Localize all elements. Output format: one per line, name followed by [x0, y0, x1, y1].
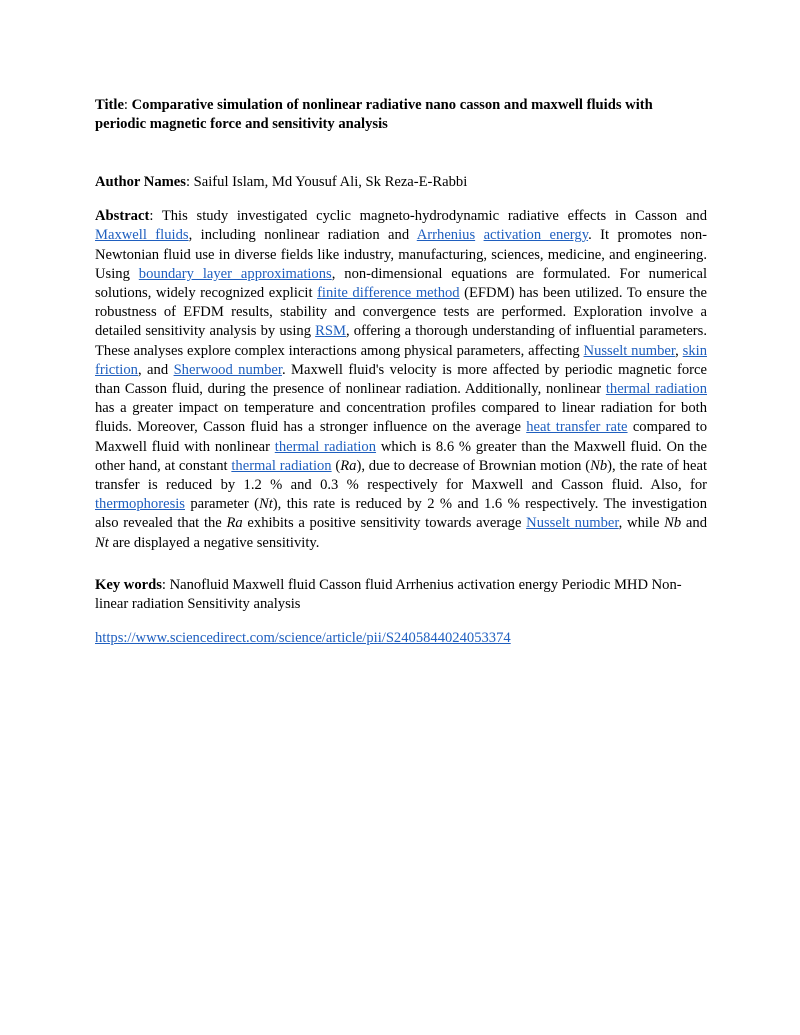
link-thermal-radiation-3[interactable]: thermal radiation: [231, 457, 332, 474]
link-thermophoresis[interactable]: thermophoresis: [95, 496, 185, 513]
authors-paragraph: Author Names: Saiful Islam, Md Yousuf Ali, Sk Reza-E-Rabbi: [95, 174, 468, 191]
link-maxwell-fluids[interactable]: Maxwell fluids: [95, 227, 189, 244]
link-nusselt-number[interactable]: Nusselt number: [583, 342, 676, 359]
article-url-link[interactable]: https://www.sciencedirect.com/science/article/pii/S2405844024053374: [95, 629, 511, 646]
link-nusselt-number-2[interactable]: Nusselt number: [526, 515, 619, 532]
paper-title: Comparative simulation of nonlinear radiative nano casson and maxwell fluids with periodic magnetic force and sensitivity analysis: [95, 97, 653, 133]
authors-label: Author Names: [95, 174, 186, 191]
abstract-paragraph: Abstract: This study investigated cyclic magneto-hydrodynamic radiative effects in Casson and Maxwell fluids, including nonlinear radiation and Arrhenius activation energy. It promotes non-Newtonian fluid use in diverse fields like industry, manufacturing, sciences, medicine, and engineering. Using boundary layer approximations, non-dimensional equations are formulated. For numerical solutions, widely recognized explicit finite difference method (EFDM) has been utilized. To ensure the robustness of EFDM results, stability and convergence tests are performed. Exploration involve a detailed sensitivity analysis by using RSM, offering a thorough understanding of influential parameters. These analyses explore complex interactions among physical parameters, affecting Nusselt number, skin friction, and Sherwood number. Maxwell fluid's velocity is more affected by periodic magnetic force than Casson fluid, during the presence of nonlinear radiation. Additionally, nonlinear thermal radiation has a greater impact on temperature and concentration profiles compared to linear radiation for both fluids. Moreover, Casson fluid has a stronger influence on the average heat transfer rate compared to Maxwell fluid with nonlinear thermal radiation which is 8.6 % greater than the Maxwell fluid. On the other hand, at constant thermal radiation (Ra), due to decrease of Brownian motion (Nb), the rate of heat transfer is reduced by 1.2 % and 0.3 % respectively for Maxwell and Casson fluid. Also, for thermophoresis parameter (Nt), this rate is reduced by 2 % and 1.6 % respectively. The investigation also revealed that the Ra exhibits a positive sensitivity towards average Nusselt number, while Nb and Nt are displayed a negative sensitivity.: [95, 208, 708, 551]
link-arrhenius[interactable]: Arrhenius: [416, 227, 476, 244]
keywords-text: Nanofluid Maxwell fluid Casson fluid Arrhenius activation energy Periodic MHD Non-linear radiation Sensitivity analysis: [95, 576, 682, 613]
title-paragraph: [95, 96, 707, 134]
link-thermal-radiation-2[interactable]: thermal radiation: [274, 438, 377, 455]
document-body: [95, 96, 707, 663]
link-heat-transfer-rate[interactable]: heat transfer rate: [526, 419, 628, 436]
keywords-paragraph: Key words: Nanofluid Maxwell fluid Casson fluid Arrhenius activation energy Periodic MHD Non-linear radiation Sensitivity analysis: [95, 576, 682, 613]
abstract-label: Abstract: [95, 208, 150, 225]
link-boundary-layer-approximations[interactable]: boundary layer approximations: [138, 265, 332, 282]
link-skin-friction[interactable]: skin friction: [95, 342, 707, 378]
link-sherwood-number[interactable]: Sherwood number: [173, 361, 282, 378]
link-rsm[interactable]: RSM: [315, 323, 346, 340]
url-paragraph: [95, 629, 707, 648]
title-label: Title: [95, 97, 124, 113]
author-names: Saiful Islam, Md Yousuf Ali, Sk Reza-E-Rabbi: [193, 174, 468, 191]
link-finite-difference-method[interactable]: finite difference method: [317, 285, 460, 302]
link-thermal-radiation[interactable]: thermal radiation: [605, 381, 707, 398]
link-activation-energy[interactable]: activation energy: [483, 227, 589, 244]
keywords-label: Key words: [95, 576, 162, 593]
title-colon: :: [123, 97, 132, 113]
